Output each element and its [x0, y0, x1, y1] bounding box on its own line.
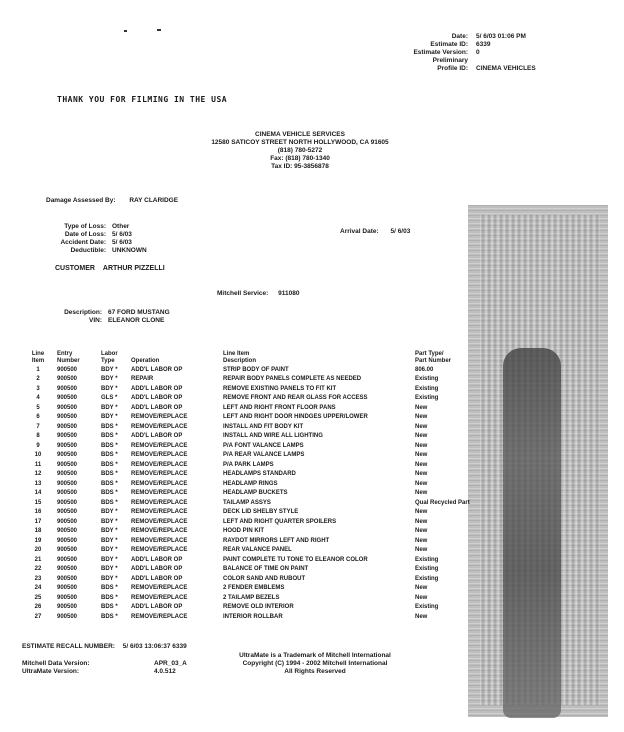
cell-description: COLOR SAND AND RUBOUT — [223, 575, 306, 582]
estimate-id-value: 6339 — [476, 41, 491, 48]
cell-part: New — [415, 537, 428, 544]
cell-operation: ADD'L LABOR OP — [131, 604, 183, 611]
cell-line: 11 — [34, 461, 42, 468]
cell-labor: BDY * — [101, 414, 118, 421]
cell-labor: BDY * — [101, 566, 118, 573]
table-row — [22, 498, 488, 508]
cell-entry: 900500 — [57, 433, 78, 440]
col-entry: Entry Number — [57, 351, 80, 364]
cell-entry: 900500 — [57, 442, 78, 449]
mitchell-service-label: Mitchell Service: — [217, 290, 269, 297]
cell-part: New — [415, 461, 428, 468]
customer-value: ARTHUR PIZZELLI — [102, 265, 165, 272]
table-row — [22, 565, 488, 575]
cell-entry: 900500 — [57, 499, 78, 506]
mdv-value: APR_03_A — [154, 660, 187, 667]
deductible-value: UNKNOWN — [112, 247, 147, 254]
table-row — [22, 555, 488, 565]
cell-operation: ADD'L LABOR OP — [131, 366, 183, 373]
table-row — [22, 451, 488, 461]
date-label: Date: — [451, 33, 468, 40]
cell-operation: REPAIR — [131, 376, 154, 383]
line-items-table — [22, 347, 488, 622]
cell-labor: BDS * — [101, 613, 118, 620]
table-row — [22, 470, 488, 480]
cell-line: 22 — [34, 566, 42, 573]
cell-part: New — [415, 594, 428, 601]
cell-labor: BDY * — [101, 366, 118, 373]
table-row — [22, 460, 488, 470]
cell-entry: 900500 — [57, 480, 78, 487]
preliminary-label: Preliminary — [432, 57, 468, 64]
table-row — [22, 432, 488, 442]
cell-line: 4 — [36, 395, 40, 402]
cell-description: 2 TAILAMP BEZELS — [223, 594, 280, 601]
recall-label: ESTIMATE RECALL NUMBER: — [22, 643, 115, 650]
cell-entry: 900500 — [57, 385, 78, 392]
cell-description: P/A FONT VALANCE LAMPS — [223, 442, 304, 449]
cell-labor: BDY * — [101, 385, 118, 392]
cell-line: 23 — [34, 575, 42, 582]
cell-part: New — [415, 490, 428, 497]
cell-part: Existing — [415, 575, 439, 582]
cell-entry: 900500 — [57, 461, 78, 468]
table-row — [22, 527, 488, 537]
cell-labor: BDY * — [101, 518, 118, 525]
estimate-version-value: 0 — [476, 49, 480, 56]
recall-value: 5/ 6/03 13:06:37 6339 — [122, 643, 187, 650]
cell-labor: BDY * — [101, 528, 118, 535]
cell-description: HEADLAMP BUCKETS — [223, 490, 288, 497]
recall-number — [22, 643, 187, 650]
cell-description: REMOVE EXISTING PANELS TO FIT KIT — [223, 385, 337, 392]
estimate-header — [398, 33, 608, 73]
cell-part: New — [415, 433, 428, 440]
arrival-date — [340, 228, 410, 236]
arrival-date-value: 5/ 6/03 — [390, 228, 411, 235]
table-row — [22, 584, 488, 594]
profile-id-label: Profile ID: — [437, 65, 468, 72]
cell-line: 1 — [36, 366, 40, 373]
cell-operation: REMOVE/REPLACE — [131, 423, 188, 430]
faxed-photo-figure — [503, 348, 561, 718]
cell-description: INSTALL AND WIRE ALL LIGHTING — [223, 433, 323, 440]
cell-part: New — [415, 404, 428, 411]
cell-part: Existing — [415, 566, 439, 573]
cell-labor: BDS * — [101, 604, 118, 611]
arrival-date-label: Arrival Date: — [340, 228, 379, 235]
cell-entry: 900500 — [57, 452, 78, 459]
cell-line: 17 — [34, 518, 42, 525]
loss-block — [30, 223, 147, 255]
cell-labor: BDS * — [101, 594, 118, 601]
cell-line: 8 — [36, 433, 40, 440]
cell-description: REMOVE FRONT AND REAR GLASS FOR ACCESS — [223, 395, 368, 402]
thank-you-line: THANK YOU FOR FILMING IN THE USA — [57, 95, 228, 104]
cell-line: 26 — [34, 604, 42, 611]
cell-operation: ADD'L LABOR OP — [131, 404, 183, 411]
cell-operation: REMOVE/REPLACE — [131, 499, 188, 506]
cell-description: REAR VALANCE PANEL — [223, 547, 292, 554]
cell-description: INTERIOR ROLLBAR — [223, 613, 283, 620]
company-name: CINEMA VEHICLE SERVICES — [255, 131, 345, 138]
cell-operation: REMOVE/REPLACE — [131, 613, 188, 620]
cell-entry: 900500 — [57, 376, 78, 383]
profile-id-value: CINEMA VEHICLES — [476, 65, 536, 72]
footer-legal — [225, 652, 405, 676]
cell-entry: 900500 — [57, 575, 78, 582]
cell-description: LEFT AND RIGHT QUARTER SPOILERS — [223, 518, 337, 525]
assessed-by-value: RAY CLARIDGE — [129, 197, 179, 204]
cell-description: BALANCE OF TIME ON PAINT — [223, 566, 309, 573]
cell-part: New — [415, 423, 428, 430]
cell-description: INSTALL AND FIT BODY KIT — [223, 423, 304, 430]
cell-part: New — [415, 585, 428, 592]
cell-operation: REMOVE/REPLACE — [131, 452, 188, 459]
scan-speck — [124, 30, 127, 32]
mdv-label: Mitchell Data Version: — [22, 660, 90, 667]
date-value: 5/ 6/03 01:06 PM — [476, 33, 526, 40]
cell-line: 2 — [36, 376, 40, 383]
table-row — [22, 546, 488, 556]
mitchell-service — [217, 290, 299, 298]
table-row — [22, 422, 488, 432]
cell-operation: REMOVE/REPLACE — [131, 537, 188, 544]
cell-operation: ADD'L LABOR OP — [131, 575, 183, 582]
cell-entry: 900500 — [57, 566, 78, 573]
cell-entry: 900500 — [57, 471, 78, 478]
accident-date-label: Accident Date: — [60, 239, 106, 246]
cell-description: LEFT AND RIGHT DOOR HINDGES UPPER/LOWER — [223, 414, 368, 421]
cell-description: P/A PARK LAMPS — [223, 461, 274, 468]
cell-description: 2 FENDER EMBLEMS — [223, 585, 285, 592]
cell-labor: BDY * — [101, 556, 118, 563]
cell-line: 3 — [36, 385, 40, 392]
estimate-version-label: Estimate Version: — [413, 49, 468, 56]
cell-line: 14 — [34, 490, 42, 497]
company-fax: Fax: (818) 780-1340 — [270, 155, 330, 162]
deductible-label: Deductible: — [70, 247, 106, 254]
cell-entry: 900500 — [57, 613, 78, 620]
copyright-text: Copyright (C) 1994 - 2002 Mitchell International — [242, 660, 388, 667]
cell-part: New — [415, 613, 428, 620]
cell-labor: BDY * — [101, 547, 118, 554]
assessed-by — [46, 197, 178, 205]
cell-operation: REMOVE/REPLACE — [131, 547, 188, 554]
cell-operation: REMOVE/REPLACE — [131, 461, 188, 468]
company-block — [160, 131, 440, 171]
vehicle-desc-label: Description: — [64, 309, 102, 316]
cell-part: New — [415, 528, 428, 535]
vin-label: VIN: — [89, 317, 102, 324]
vin-value: ELEANOR CLONE — [108, 317, 165, 324]
cell-line: 16 — [34, 509, 42, 516]
umv-value: 4.0.512 — [154, 668, 176, 675]
table-header-row — [22, 347, 488, 365]
cell-part: Existing — [415, 556, 439, 563]
cell-description: HOOD PIN KIT — [223, 528, 265, 535]
cell-part: Existing — [415, 376, 439, 383]
cell-description: STRIP BODY OF PAINT — [223, 366, 289, 373]
cell-operation: REMOVE/REPLACE — [131, 471, 188, 478]
cell-entry: 900500 — [57, 414, 78, 421]
cell-description: LEFT AND RIGHT FRONT FLOOR PANS — [223, 404, 336, 411]
cell-line: 18 — [34, 528, 42, 535]
cell-operation: REMOVE/REPLACE — [131, 480, 188, 487]
umv-label: UltraMate Version: — [22, 668, 80, 675]
table-row — [22, 375, 488, 385]
cell-entry: 900500 — [57, 518, 78, 525]
cell-part: Existing — [415, 604, 439, 611]
cell-line: 20 — [34, 547, 42, 554]
col-part: Part Type/ Part Number — [415, 351, 452, 364]
cell-labor: BDS * — [101, 452, 118, 459]
cell-part: New — [415, 452, 428, 459]
cell-labor: BDY * — [101, 376, 118, 383]
cell-part: Existing — [415, 395, 439, 402]
cell-labor: BDS * — [101, 490, 118, 497]
table-row — [22, 603, 488, 613]
table-row — [22, 489, 488, 499]
cell-line: 13 — [34, 480, 42, 487]
cell-description: DECK LID SHELBY STYLE — [223, 509, 299, 516]
table-row — [22, 365, 488, 375]
cell-part: New — [415, 509, 428, 516]
estimate-id-label: Estimate ID: — [430, 41, 468, 48]
vehicle-block — [40, 309, 170, 325]
cell-part: Existing — [415, 385, 439, 392]
cell-labor: BDS * — [101, 442, 118, 449]
cell-part: 806.00 — [415, 366, 434, 373]
cell-operation: ADD'L LABOR OP — [131, 566, 183, 573]
table-row — [22, 574, 488, 584]
cell-entry: 900500 — [57, 509, 78, 516]
loss-type-value: Other — [112, 223, 130, 230]
table-row — [22, 413, 488, 423]
cell-entry: 900500 — [57, 537, 78, 544]
cell-line: 27 — [34, 613, 42, 620]
cell-line: 19 — [34, 537, 42, 544]
cell-labor: GLS * — [101, 395, 118, 402]
cell-operation: ADD'L LABOR OP — [131, 385, 183, 392]
cell-labor: BDS * — [101, 480, 118, 487]
cell-line: 6 — [36, 414, 40, 421]
col-operation: Operation — [131, 358, 160, 364]
cell-line: 15 — [34, 499, 42, 506]
cell-entry: 900500 — [57, 395, 78, 402]
footer-versions — [22, 660, 187, 676]
cell-operation: REMOVE/REPLACE — [131, 528, 188, 535]
cell-labor: BDY * — [101, 404, 118, 411]
table-row — [22, 612, 488, 622]
cell-description: P/A REAR VALANCE LAMPS — [223, 452, 305, 459]
cell-operation: REMOVE/REPLACE — [131, 414, 188, 421]
table-row — [22, 593, 488, 603]
table-row — [22, 508, 488, 518]
company-address: 12580 SATICOY STREET NORTH HOLLYWOOD, CA 91605 — [211, 139, 389, 146]
col-description: Line Item Description — [223, 351, 257, 364]
table-row — [22, 441, 488, 451]
cell-labor: BDS * — [101, 461, 118, 468]
mitchell-service-value: 911080 — [278, 290, 300, 297]
cell-description: REPAIR BODY PANELS COMPLETE AS NEEDED — [223, 376, 362, 383]
table-row — [22, 384, 488, 394]
cell-entry: 900500 — [57, 423, 78, 430]
table-row — [22, 403, 488, 413]
vehicle-desc-value: 67 FORD MUSTANG — [108, 309, 170, 316]
loss-date-value: 5/ 6/03 — [112, 231, 132, 238]
cell-entry: 900500 — [57, 404, 78, 411]
col-line: Line Item — [31, 351, 45, 364]
company-taxid: Tax ID: 95-3856878 — [271, 163, 329, 170]
cell-labor: BDS * — [101, 423, 118, 430]
cell-operation: REMOVE/REPLACE — [131, 518, 188, 525]
cell-entry: 900500 — [57, 366, 78, 373]
cell-operation: ADD'L LABOR OP — [131, 395, 183, 402]
cell-operation: REMOVE/REPLACE — [131, 442, 188, 449]
table-row — [22, 394, 488, 404]
scan-speck — [157, 29, 161, 31]
cell-operation: REMOVE/REPLACE — [131, 509, 188, 516]
cell-entry: 900500 — [57, 556, 78, 563]
customer-label: CUSTOMER — [55, 265, 95, 272]
loss-type-label: Type of Loss: — [64, 223, 106, 230]
cell-entry: 900500 — [57, 604, 78, 611]
cell-line: 5 — [36, 404, 40, 411]
cell-labor: BDY * — [101, 509, 118, 516]
rights-text: All Rights Reserved — [284, 668, 346, 675]
trademark-text: UltraMate is a Trademark of Mitchell International — [239, 652, 391, 659]
cell-part: New — [415, 518, 428, 525]
cell-line: 7 — [36, 423, 40, 430]
cell-description: HEADLAMPS STANDARD — [223, 471, 296, 478]
cell-line: 10 — [34, 452, 42, 459]
cell-description: RAYDOT MIRRORS LEFT AND RIGHT — [223, 537, 330, 544]
cell-line: 9 — [36, 442, 40, 449]
cell-entry: 900500 — [57, 528, 78, 535]
cell-part: New — [415, 480, 428, 487]
customer — [55, 265, 165, 272]
cell-part: New — [415, 442, 428, 449]
cell-entry: 900500 — [57, 594, 78, 601]
cell-description: HEADLAMP RINGS — [223, 480, 278, 487]
cell-part: New — [415, 471, 428, 478]
cell-line: 12 — [34, 471, 42, 478]
cell-labor: BDS * — [101, 585, 118, 592]
cell-entry: 900500 — [57, 490, 78, 497]
cell-part: New — [415, 547, 428, 554]
cell-description: REMOVE OLD INTERIOR — [223, 604, 294, 611]
cell-labor: BDS * — [101, 433, 118, 440]
cell-labor: BDY * — [101, 575, 118, 582]
loss-date-label: Date of Loss: — [64, 231, 106, 238]
cell-labor: BDY * — [101, 537, 118, 544]
cell-entry: 900500 — [57, 585, 78, 592]
company-phone: (818) 780-5272 — [277, 147, 323, 154]
cell-operation: REMOVE/REPLACE — [131, 585, 188, 592]
accident-date-value: 5/ 6/03 — [112, 239, 132, 246]
table-row — [22, 536, 488, 546]
table-row — [22, 517, 488, 527]
cell-operation: ADD'L LABOR OP — [131, 433, 183, 440]
cell-description: TAILAMP ASSYS — [223, 499, 271, 506]
table-row — [22, 479, 488, 489]
cell-labor: BDS * — [101, 499, 118, 506]
cell-operation: REMOVE/REPLACE — [131, 594, 188, 601]
cell-entry: 900500 — [57, 547, 78, 554]
cell-operation: REMOVE/REPLACE — [131, 490, 188, 497]
cell-operation: ADD'L LABOR OP — [131, 556, 183, 563]
cell-description: PAINT COMPLETE TU TONE TO ELEANOR COLOR — [223, 556, 368, 563]
assessed-by-label: Damage Assessed By: — [46, 197, 116, 204]
cell-line: 24 — [34, 585, 42, 592]
cell-part: New — [415, 414, 428, 421]
cell-line: 21 — [34, 556, 42, 563]
cell-labor: BDS * — [101, 471, 118, 478]
cell-line: 25 — [34, 594, 42, 601]
col-labor: Labor Type — [101, 351, 118, 364]
cell-part: Qual Recycled Part — [415, 499, 470, 506]
